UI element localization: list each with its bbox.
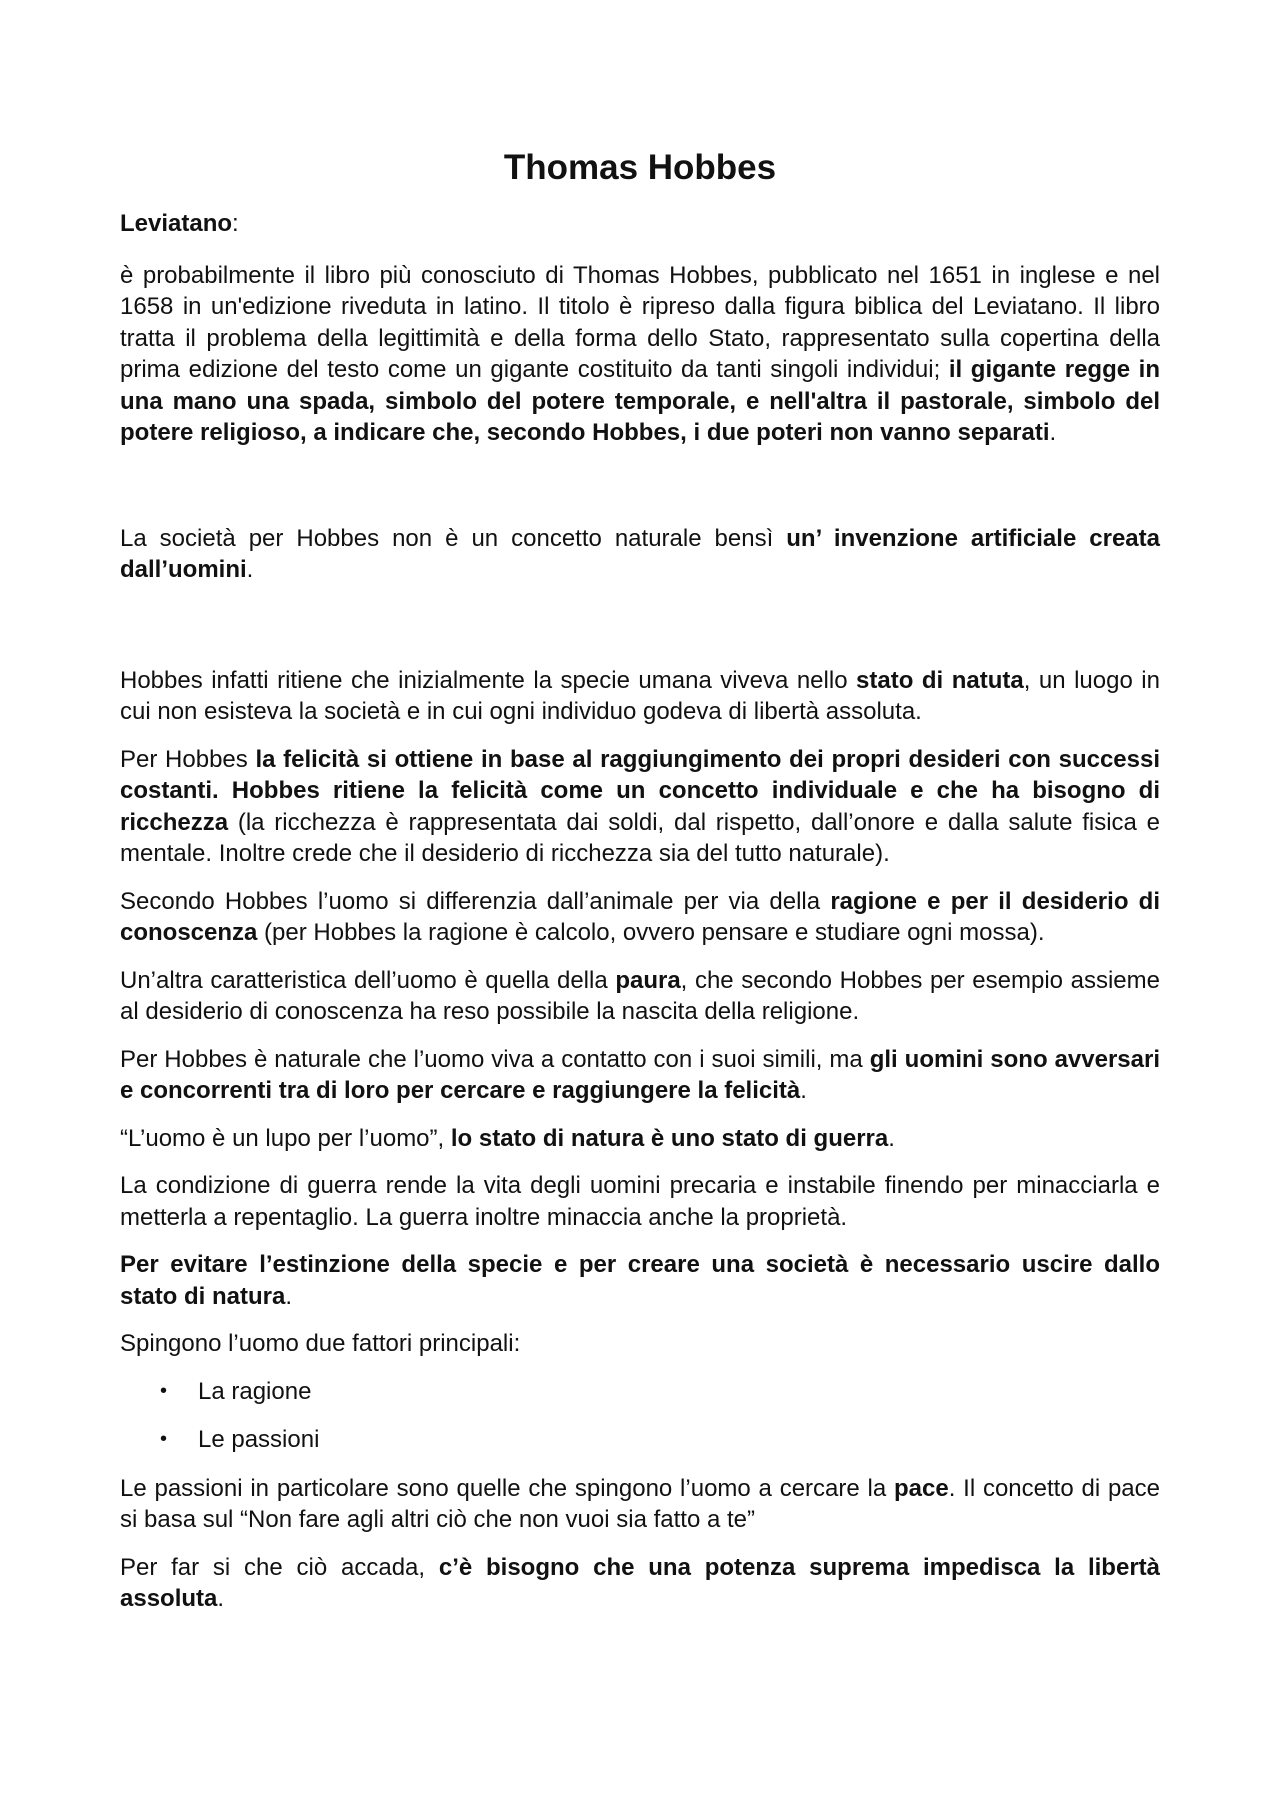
- paragraph-guerra: La condizione di guerra rende la vita degli uomini precaria e instabile finendo per minacciarla e metterla a repentaglio. La guerra inoltre minaccia anche la proprietà.: [120, 1172, 1160, 1231]
- paragraph-text-end: .: [1049, 419, 1057, 446]
- paragraph-simili: [120, 1044, 1160, 1107]
- paragraph-bold-text: il gigante regge in una mano una spada, simbolo del potere temporale, e nell'altra il pastorale, simbolo del potere religioso, a indicare che, secondo Hobbes, i due poteri non vanno separati: [120, 356, 1160, 446]
- paragraph-text-end: .: [217, 1585, 225, 1612]
- paragraph-text: è probabilmente il libro più conosciuto di Thomas Hobbes, pubblicato nel 1651 in inglese e nel 1658 in un'edizione riveduta in latino. Il titolo è ripreso dalla figura biblica del Leviatano. Il libro tratta il problema della legittimità e della forma dello Stato, rappresentato sulla copertina della prima edizione del testo come un gigante costituito da tanti singoli individui;: [120, 261, 1160, 383]
- bullet-icon: •: [160, 1428, 168, 1450]
- paragraph-bold-text: c’è bisogno che una potenza suprema impedisca la libertà assoluta: [120, 1553, 1160, 1612]
- paragraph-estinzione: [120, 1249, 1160, 1312]
- paragraph-potenza: [120, 1552, 1160, 1615]
- paragraph-bold-text: Per evitare l’estinzione della specie e per creare una società è necessario uscire dallo stato di natura: [120, 1251, 1160, 1310]
- section-heading-label: Leviatano: [120, 210, 233, 237]
- paragraph-text-end: . Il concetto di pace si basa sul “Non fare agli altri ciò che non vuoi sia fatto a te”: [120, 1474, 1160, 1533]
- bullet-icon: •: [160, 1379, 168, 1402]
- paragraph-bold-text: la felicità si ottiene in base al raggiungimento dei propri desideri con successi costanti. Hobbes ritiene la felicità come un concetto individuale e che ha bisogno di ricchezza: [120, 745, 1161, 836]
- paragraph-bold-text: ragione e per il desiderio di conoscenza: [120, 887, 1160, 946]
- list-item: [120, 1376, 1160, 1408]
- paragraph-bold-text: gli uomini sono avversari e concorrenti tra di loro per cercare e raggiungere la felicità: [120, 1045, 1160, 1104]
- paragraph-felicita: [120, 744, 1160, 870]
- paragraph-text: Un’altra caratteristica dell’uomo è quella della: [120, 966, 616, 994]
- paragraph-bold-text: un’ invenzione artificiale creata dall’uomini: [120, 524, 1160, 583]
- document-page: [120, 148, 1160, 1631]
- spacer: [120, 465, 1160, 523]
- list-item: [120, 1424, 1160, 1456]
- paragraph-stato-natura: [120, 665, 1160, 728]
- paragraph-ragione: [120, 886, 1160, 949]
- paragraph-text-end: (la ricchezza è rappresentata dai soldi, dal rispetto, dall’onore e dalla salute fisica e mentale. Inoltre crede che il desiderio di ricchezza sia del tutto naturale).: [120, 808, 1160, 867]
- paragraph-text: “L’uomo è un lupo per l’uomo”,: [120, 1124, 451, 1152]
- paragraph-text: Secondo Hobbes l’uomo si differenzia dall’animale per via della: [120, 887, 831, 915]
- page-title: Thomas Hobbes: [503, 148, 777, 187]
- section-heading-suffix: :: [232, 210, 239, 237]
- list-item-label: Le passioni: [198, 1426, 320, 1453]
- paragraph-text: Hobbes infatti ritiene che inizialmente la specie umana viveva nello: [120, 666, 857, 694]
- paragraph-societa: [120, 523, 1160, 586]
- paragraph-text-end: .: [888, 1124, 895, 1152]
- paragraph-text: Le passioni in particolare sono quelle che spingono l’uomo a cercare la: [120, 1474, 894, 1502]
- paragraph-bold-text: lo stato di natura è uno stato di guerra: [450, 1124, 889, 1152]
- paragraph-text-end: .: [285, 1282, 293, 1310]
- paragraph-bold-text: paura: [615, 966, 681, 994]
- list-item-label: La ragione: [198, 1377, 312, 1405]
- bullet-list: [120, 1376, 1160, 1456]
- paragraph-leviatano: [120, 260, 1160, 449]
- paragraph-text-end: , un luogo in cui non esisteva la società e in cui ogni individuo godeva di libertà assoluta.: [120, 666, 1160, 725]
- section-heading: [120, 208, 1160, 240]
- paragraph-text: Per Hobbes è naturale che l’uomo viva a contatto con i suoi simili, ma: [120, 1045, 870, 1073]
- paragraph-text-end: (per Hobbes la ragione è calcolo, ovvero pensare e studiare ogni mossa).: [257, 919, 1045, 946]
- paragraph-text: Per far si che ciò accada,: [120, 1553, 439, 1581]
- paragraph-pace: [120, 1473, 1160, 1536]
- paragraph-text: Per Hobbes: [120, 745, 256, 773]
- paragraph-paura: [120, 965, 1160, 1028]
- paragraph-text: La società per Hobbes non è un concetto naturale bensì: [120, 524, 787, 552]
- paragraph-fattori: Spingono l’uomo due fattori principali:: [120, 1330, 521, 1357]
- spacer: [120, 602, 1160, 665]
- paragraph-text-end: , che secondo Hobbes per esempio assieme al desiderio di conoscenza ha reso possibile la nascita della religione.: [120, 966, 1160, 1025]
- paragraph-bold-text: pace: [894, 1474, 949, 1502]
- paragraph-lupo: [120, 1123, 1160, 1155]
- paragraph-text-end: .: [246, 556, 254, 583]
- paragraph-bold-text: stato di natuta: [856, 666, 1024, 694]
- paragraph-text-end: .: [800, 1077, 807, 1104]
